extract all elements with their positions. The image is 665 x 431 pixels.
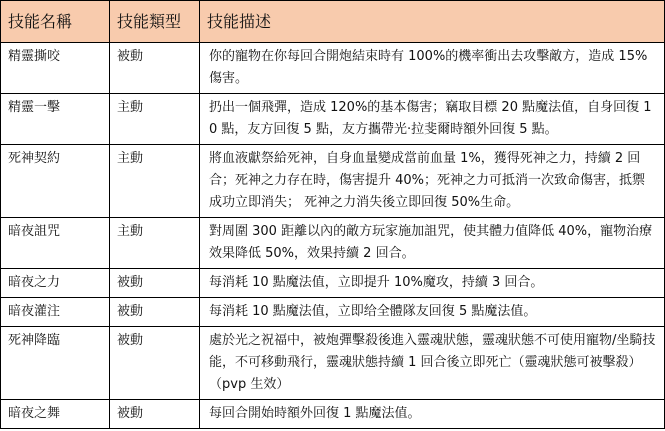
skill-type-cell: 被動 (110, 43, 200, 94)
skill-type-cell: 被動 (110, 400, 200, 429)
header-skill-desc: 技能描述 (200, 1, 665, 43)
skill-name-cell: 暗夜詛咒 (1, 218, 110, 269)
skill-name-cell: 精靈一擊 (1, 94, 110, 145)
skill-type-cell: 被動 (110, 269, 200, 298)
skill-type-cell: 被動 (110, 298, 200, 327)
skill-desc-cell: 將血液獻祭給死神，自身血量變成當前血量 1%，獲得死神之力，持續 2 回合；死神之力存在時，傷害提升 40%；死神之力可抵消一次致命傷害，抵禦成功立即消失； 死神之力消失後立即回復 50%生命。 (200, 145, 665, 218)
skill-desc-cell: 你的寵物在你每回合開炮結束時有 100%的機率衝出去攻擊敵方，造成 15%傷害。 (200, 43, 665, 94)
skill-desc-cell: 每消耗 10 點魔法值，立即给全體隊友回復 5 點魔法值。 (200, 298, 665, 327)
skill-name-cell: 精靈撕咬 (1, 43, 110, 94)
skill-name-cell: 死神契約 (1, 145, 110, 218)
table-row (1, 218, 665, 269)
header-skill-name: 技能名稱 (1, 1, 110, 43)
skill-type-cell: 主動 (110, 145, 200, 218)
skill-name-cell: 暗夜灌注 (1, 298, 110, 327)
table-row (1, 327, 665, 400)
table-row (1, 269, 665, 298)
skill-desc-cell: 每消耗 10 點魔法值，立即提升 10%魔攻，持續 3 回合。 (200, 269, 665, 298)
table-row (1, 298, 665, 327)
skill-type-cell: 被動 (110, 327, 200, 400)
table-row (1, 400, 665, 429)
skill-desc-cell: 扔出一個飛彈，造成 120%的基本傷害；竊取目標 20 點魔法值，自身回復 10 點，友方回復 5 點，友方攜帶光·拉斐爾時額外回復 5 點。 (200, 94, 665, 145)
skill-type-cell: 主動 (110, 218, 200, 269)
skill-name-cell: 暗夜之力 (1, 269, 110, 298)
header-skill-type: 技能類型 (110, 1, 200, 43)
skill-desc-cell: 處於光之祝福中，被炮彈擊殺後進入靈魂狀態，靈魂狀態不可使用寵物/坐騎技能，不可移動飛行，靈魂狀態持續 1 回合後立即死亡（靈魂狀態可被擊殺） （pvp 生效） (200, 327, 665, 400)
skill-desc-cell: 對周圍 300 距離以內的敵方玩家施加詛咒，使其體力值降低 40%，寵物治療效果降低 50%，效果持續 2 回合。 (200, 218, 665, 269)
table-row (1, 43, 665, 94)
skill-name-cell: 暗夜之舞 (1, 400, 110, 429)
skill-desc-cell: 每回合開始時額外回復 1 點魔法值。 (200, 400, 665, 429)
table-row (1, 145, 665, 218)
skill-type-cell: 主動 (110, 94, 200, 145)
table-row (1, 94, 665, 145)
skill-name-cell: 死神降臨 (1, 327, 110, 400)
table-header-row (1, 1, 665, 43)
